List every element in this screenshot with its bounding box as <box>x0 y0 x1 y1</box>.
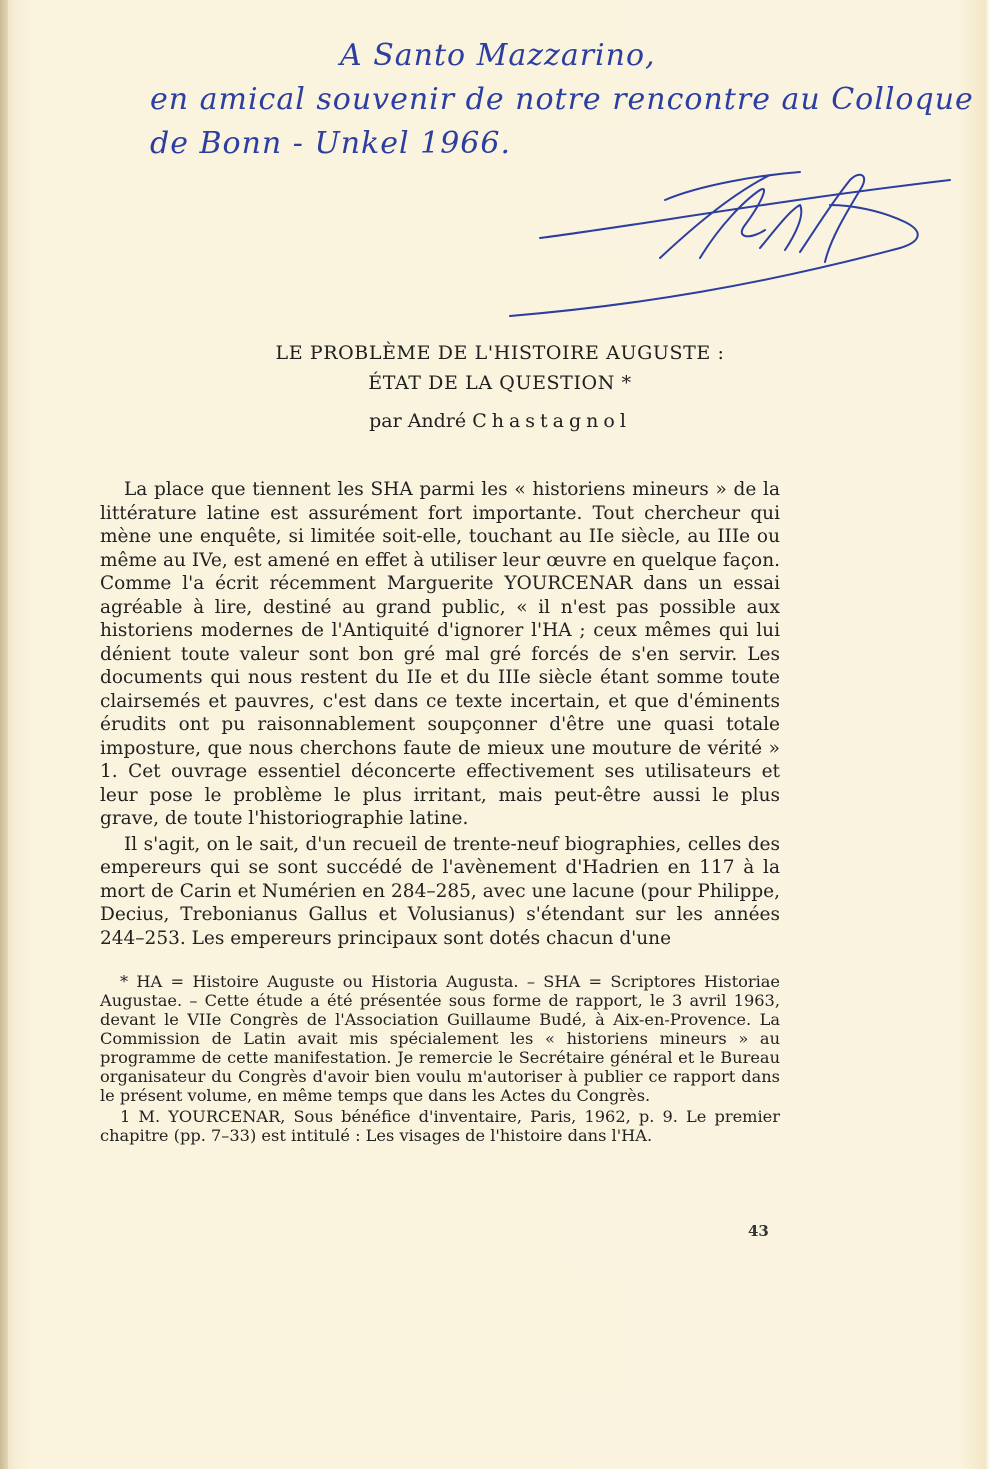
dedication-line-2: en amical souvenir de notre rencontre au Colloque <box>150 82 974 117</box>
page-number: 43 <box>748 1222 769 1240</box>
article-author <box>150 410 850 432</box>
footnotes <box>100 972 780 1145</box>
dedication-line-3: de Bonn - Unkel 1966. <box>150 126 512 161</box>
footnote-1: 1 M. YOURCENAR, Sous bénéfice d'inventaire, Paris, 1962, p. 9. Le premier chapitre (pp. 7–33) est intitulé : Les visages de l'histoire dans l'HA. <box>100 1107 780 1145</box>
article-title-line-1: LE PROBLÈME DE L'HISTOIRE AUGUSTE : <box>275 342 725 364</box>
handwritten-signature <box>0 0 1000 340</box>
author-prefix: par André <box>369 410 467 432</box>
dedication-line-1: A Santo Mazzarino, <box>340 38 656 73</box>
body-paragraph-1: La place que tiennent les SHA parmi les « historiens mineurs » de la littérature latine est assurément fort importante. Tout chercheur qui mène une enquête, si limitée soit-elle, touchant au IIe siècle, au IIIe ou même au IVe, est amené en effet à utiliser leur œuvre en quelque façon. Comme l'a écrit récemment Marguerite YOURCENAR dans un essai agréable à lire, destiné au grand public, « il n'est pas possible aux historiens modernes de l'Antiquité d'ignorer l'HA ; ceux mêmes qui lui dénient toute valeur sont bon gré mal gré forcés de s'en servir. Les documents qui nous restent du IIe et du IIIe siècle étant somme toute clairsemés et pauvres, c'est dans ce texte incertain, et que d'éminents érudits ont pu raisonnablement soupçonner d'être une quasi totale imposture, que nous cherchons faute de mieux une mouture de vérité » 1. Cet ouvrage essentiel déconcerte effectivement ses utilisateurs et leur pose le problème le plus irritant, mais peut-être aussi le plus grave, de toute l'historiographie latine. <box>100 479 780 829</box>
body-paragraph-2: Il s'agit, on le sait, d'un recueil de trente-neuf biographies, celles des empereurs qui se sont succédé de l'avènement d'Hadrien en 117 à la mort de Carin et Numérien en 284–285, avec une lacune (pour Philippe, Decius, Trebonianus Gallus et Volusianus) s'étendant sur les années 244–253. Les empereurs principaux sont dotés chacun d'une <box>100 833 780 949</box>
article-title-line-2: ÉTAT DE LA QUESTION * <box>368 372 632 394</box>
footnote-star: * HA = Histoire Auguste ou Historia Augusta. – SHA = Scriptores Historiae Augustae. – Cette étude a été présentée sous forme de rapport, le 3 avril 1963, devant le VIIe Congrès de l'Association Guillaume Budé, à Aix-en-Provence. La Commission de Latin avait mis spécialement les « historiens mineurs » au programme de cette manifestation. Je remercie le Secrétaire général et le Bureau organisateur du Congrès d'avoir bien voulu m'autoriser à publier ce rapport dans le présent volume, en même temps que dans les Actes du Congrès. <box>100 972 780 1105</box>
author-surname: Chastagnol <box>472 410 631 432</box>
article-body <box>100 478 780 950</box>
